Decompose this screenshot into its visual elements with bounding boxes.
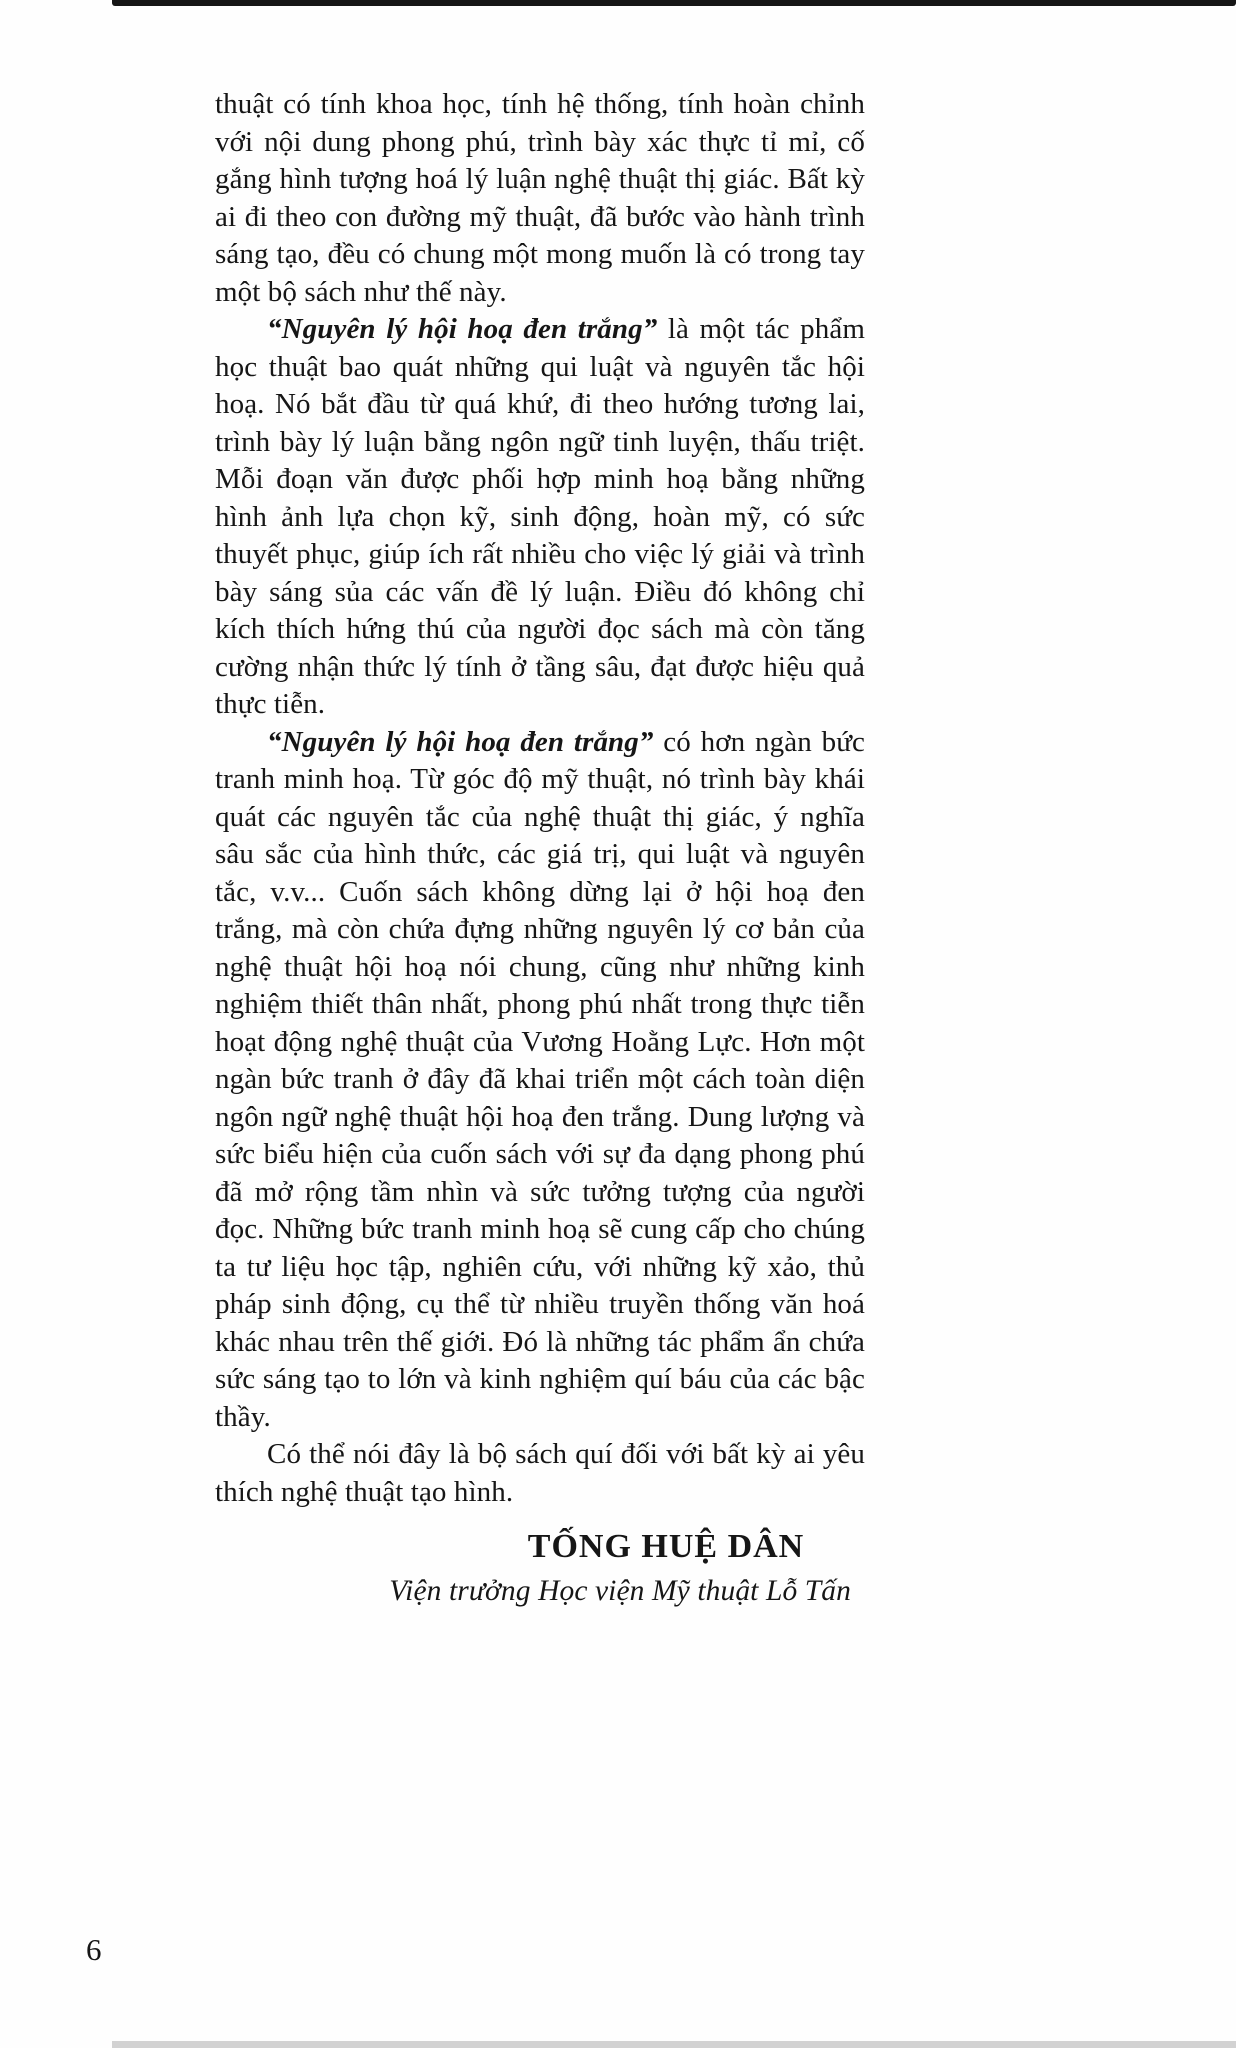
signature-block	[215, 1525, 865, 1613]
paragraph-text: là một tác phẩm học thuật bao quát những qui luật và nguyên tắc hội hoạ. Nó bắt đầu từ quá khứ, đi theo hướng tương lai, trình bày lý luận bằng ngôn ngữ tinh luyện, thấu triệt. Mỗi đoạn văn được phối hợp minh hoạ bằng những hình ảnh lựa chọn kỹ, sinh động, hoàn mỹ, có sức thuyết phục, giúp ích rất nhiều cho việc lý giải và trình bày sáng sủa các vấn đề lý luận. Điều đó không chỉ kích thích hứng thú của người đọc sách mà còn tăng cường nhận thức lý tính ở tầng sâu, đạt được hiệu quả thực tiễn.	[215, 313, 866, 720]
paragraph-text: thuật có tính khoa học, tính hệ thống, tính hoàn chỉnh với nội dung phong phú, trình bày xác thực tỉ mỉ, cố gắng hình tượng hoá lý luận nghệ thuật thị giác. Bất kỳ ai đi theo con đường mỹ thuật, đã bước vào hành trình sáng tạo, đều có chung một mong muốn là có trong tay một bộ sách như thế này.	[215, 88, 865, 308]
signature-name: TỐNG HUỆ DÂN	[527, 1528, 805, 1565]
paragraph-closing	[215, 1436, 865, 1511]
paragraph-book-summary-2	[215, 724, 865, 1437]
scan-artifact-top	[112, 0, 1236, 6]
page-number: 6	[86, 1932, 102, 1967]
paragraph-text: Có thể nói đây là bộ sách quí đối với bất kỳ ai yêu thích nghệ thuật tạo hình.	[215, 1438, 865, 1508]
signature-title: Viện trưởng Học viện Mỹ thuật Lỗ Tấn	[389, 1575, 851, 1607]
paragraph-text: có hơn ngàn bức tranh minh hoạ. Từ góc độ mỹ thuật, nó trình bày khái quát các nguyên tắc của nghệ thuật thị giác, ý nghĩa sâu sắc của hình thức, các giá trị, qui luật và nguyên tắc, v.v... Cuốn sách không dừng lại ở hội hoạ đen trắng, mà còn chứa đựng những nguyên lý cơ bản của nghệ thuật hội hoạ nói chung, cũng như những kinh nghiệm thiết thân nhất, phong phú nhất trong thực tiễn hoạt động nghệ thuật của Vương Hoằng Lực. Hơn một ngàn bức tranh ở đây đã khai triển một cách toàn diện ngôn ngữ nghệ thuật hội hoạ đen trắng. Dung lượng và sức biểu hiện của cuốn sách với sự đa dạng phong phú đã mở rộng tầm nhìn và sức tưởng tượng của người đọc. Những bức tranh minh hoạ sẽ cung cấp cho chúng ta tư liệu học tập, nghiên cứu, với những kỹ xảo, thủ pháp sinh động, cụ thể từ nhiều truyền thống văn hoá khác nhau trên thế giới. Đó là những tác phẩm ẩn chứa sức sáng tạo to lớn và kinh nghiệm quí báu của các bậc thầy.	[215, 725, 865, 1433]
scan-artifact-bottom	[112, 2041, 1236, 2048]
paragraph-continuation	[215, 86, 865, 311]
paragraph-book-summary-1	[215, 311, 865, 724]
book-title-text: “Nguyên lý hội hoạ đen trắng”	[267, 725, 654, 758]
text-column	[215, 86, 865, 1613]
book-title-text: “Nguyên lý hội hoạ đen trắng”	[267, 313, 658, 345]
